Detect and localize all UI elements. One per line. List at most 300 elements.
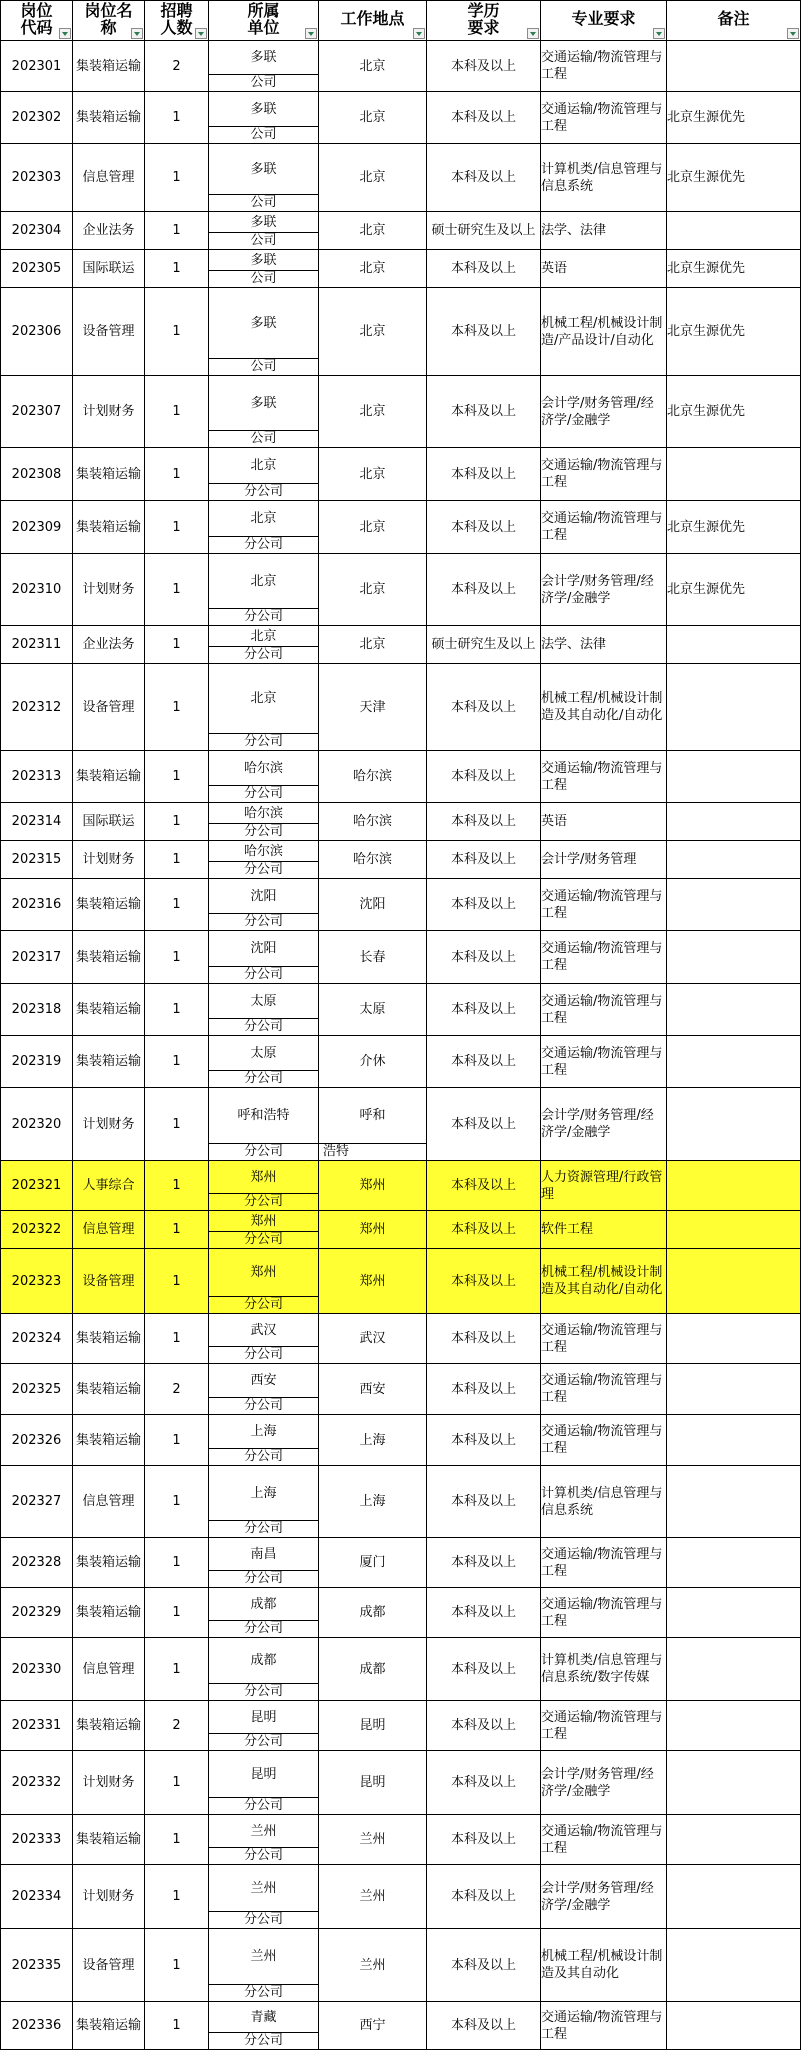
unit-name: 昆明 xyxy=(250,1709,277,1725)
education-requirement: 本科及以上 xyxy=(427,841,541,879)
remark xyxy=(667,1364,801,1415)
header-label: 备注 xyxy=(717,9,750,28)
unit-suffix: 公司 xyxy=(209,358,318,375)
unit-name: 北京 xyxy=(250,628,277,644)
unit-name: 哈尔滨 xyxy=(243,843,283,859)
unit-name: 北京 xyxy=(250,573,277,589)
unit-suffix: 分公司 xyxy=(209,1797,318,1814)
hire-count: 1 xyxy=(145,1415,209,1466)
unit-name: 多联 xyxy=(250,395,277,411)
position-code: 202308 xyxy=(1,448,73,501)
remark xyxy=(667,2002,801,2050)
unit-cell xyxy=(209,1865,319,1929)
remark xyxy=(667,751,801,803)
remark xyxy=(667,984,801,1036)
major-requirement: 英语 xyxy=(541,803,667,841)
position-code: 202323 xyxy=(1,1249,73,1314)
work-location: 成都 xyxy=(319,1588,427,1638)
table-row xyxy=(1,1751,801,1815)
location-cell xyxy=(319,1088,427,1161)
unit-cell xyxy=(209,212,319,250)
unit-cell xyxy=(209,1588,319,1638)
hire-count: 1 xyxy=(145,1588,209,1638)
unit-name: 多联 xyxy=(250,214,277,230)
filter-dropdown-icon[interactable] xyxy=(527,28,539,39)
unit-suffix: 分公司 xyxy=(209,1448,318,1465)
table-row xyxy=(1,1588,801,1638)
education-requirement: 本科及以上 xyxy=(427,1588,541,1638)
education-requirement: 硕士研究生及以上 xyxy=(427,212,541,250)
location-box xyxy=(319,1088,426,1160)
unit-cell xyxy=(209,1088,319,1161)
unit-cell xyxy=(209,554,319,626)
work-location: 上海 xyxy=(319,1466,427,1538)
hire-count: 2 xyxy=(145,41,209,92)
hire-count: 1 xyxy=(145,144,209,212)
filter-dropdown-icon[interactable] xyxy=(305,28,317,39)
table-row xyxy=(1,841,801,879)
table-row xyxy=(1,664,801,751)
position-name: 设备管理 xyxy=(73,1929,145,2002)
remark xyxy=(667,1211,801,1249)
unit-box xyxy=(209,501,318,553)
unit-box xyxy=(209,1638,318,1700)
work-location: 兰州 xyxy=(319,1865,427,1929)
table-row xyxy=(1,1036,801,1088)
education-requirement: 本科及以上 xyxy=(427,41,541,92)
work-location: 兰州 xyxy=(319,1815,427,1865)
unit-box xyxy=(209,1314,318,1363)
position-code: 202335 xyxy=(1,1929,73,2002)
table-row xyxy=(1,2002,801,2050)
unit-name: 上海 xyxy=(250,1485,277,1501)
unit-suffix: 分公司 xyxy=(209,1231,318,1248)
major-requirement: 机械工程/机械设计制造及其自动化/自动化 xyxy=(541,664,667,751)
position-code: 202309 xyxy=(1,501,73,554)
position-name: 集装箱运输 xyxy=(73,984,145,1036)
unit-name: 多联 xyxy=(250,252,277,268)
table-row xyxy=(1,626,801,664)
unit-name: 兰州 xyxy=(250,1949,277,1964)
education-requirement: 本科及以上 xyxy=(427,1751,541,1815)
remark xyxy=(667,1588,801,1638)
unit-suffix: 分公司 xyxy=(209,2032,318,2049)
major-requirement: 交通运输/物流管理与工程 xyxy=(541,92,667,144)
remark xyxy=(667,1314,801,1364)
major-requirement: 交通运输/物流管理与工程 xyxy=(541,751,667,803)
education-requirement: 本科及以上 xyxy=(427,1466,541,1538)
major-requirement: 交通运输/物流管理与工程 xyxy=(541,879,667,931)
unit-suffix: 分公司 xyxy=(209,1847,318,1864)
remark xyxy=(667,803,801,841)
education-requirement: 本科及以上 xyxy=(427,1701,541,1751)
remark xyxy=(667,1466,801,1538)
hire-count: 1 xyxy=(145,626,209,664)
filter-dropdown-icon[interactable] xyxy=(131,28,143,39)
header-label: 岗位名 xyxy=(84,0,133,20)
table-row xyxy=(1,376,801,448)
unit-name: 南昌 xyxy=(250,1546,277,1562)
remark xyxy=(667,664,801,751)
hire-count: 1 xyxy=(145,984,209,1036)
major-requirement: 机械工程/机械设计制造/产品设计/自动化 xyxy=(541,288,667,376)
unit-suffix: 分公司 xyxy=(209,483,318,500)
work-location: 哈尔滨 xyxy=(319,841,427,879)
education-requirement: 本科及以上 xyxy=(427,1364,541,1415)
filter-dropdown-icon[interactable] xyxy=(413,28,425,39)
unit-cell xyxy=(209,803,319,841)
work-location: 西宁 xyxy=(319,2002,427,2050)
remark xyxy=(667,931,801,984)
position-code: 202329 xyxy=(1,1588,73,1638)
position-name: 信息管理 xyxy=(73,1211,145,1249)
unit-name: 哈尔滨 xyxy=(243,760,283,776)
unit-box xyxy=(209,1865,318,1928)
work-location: 北京 xyxy=(319,212,427,250)
hire-count: 1 xyxy=(145,751,209,803)
work-location: 北京 xyxy=(319,288,427,376)
position-name: 信息管理 xyxy=(73,144,145,212)
position-code: 202311 xyxy=(1,626,73,664)
position-code: 202310 xyxy=(1,554,73,626)
education-requirement: 本科及以上 xyxy=(427,288,541,376)
unit-name: 郑州 xyxy=(250,1213,277,1229)
position-name: 集装箱运输 xyxy=(73,1364,145,1415)
education-requirement: 本科及以上 xyxy=(427,984,541,1036)
work-location: 北京 xyxy=(319,554,427,626)
remark xyxy=(667,1538,801,1588)
position-name: 集装箱运输 xyxy=(73,501,145,554)
position-code: 202327 xyxy=(1,1466,73,1538)
position-code: 202332 xyxy=(1,1751,73,1815)
work-location: 北京 xyxy=(319,92,427,144)
unit-name: 武汉 xyxy=(250,1322,277,1338)
header-label: 要求 xyxy=(467,17,500,37)
remark xyxy=(667,841,801,879)
education-requirement: 本科及以上 xyxy=(427,250,541,288)
table-row xyxy=(1,1929,801,2002)
unit-name: 郑州 xyxy=(250,1265,277,1280)
education-requirement: 本科及以上 xyxy=(427,1088,541,1161)
unit-box xyxy=(209,1249,318,1313)
unit-cell xyxy=(209,1701,319,1751)
hire-count: 1 xyxy=(145,1751,209,1815)
major-requirement: 会计学/财务管理/经济学/金融学 xyxy=(541,1751,667,1815)
position-name: 集装箱运输 xyxy=(73,1701,145,1751)
unit-box xyxy=(209,1088,318,1160)
unit-suffix: 分公司 xyxy=(209,913,318,930)
table-row xyxy=(1,751,801,803)
work-location: 上海 xyxy=(319,1415,427,1466)
work-location: 天津 xyxy=(319,664,427,751)
work-location: 武汉 xyxy=(319,1314,427,1364)
unit-box xyxy=(209,212,318,249)
unit-box xyxy=(209,1036,318,1087)
unit-box xyxy=(209,448,318,500)
filter-dropdown-icon[interactable] xyxy=(653,28,665,39)
position-name: 集装箱运输 xyxy=(73,1415,145,1466)
table-row xyxy=(1,250,801,288)
unit-name: 北京 xyxy=(250,458,277,473)
position-name: 集装箱运输 xyxy=(73,1815,145,1865)
unit-suffix: 分公司 xyxy=(209,1296,318,1313)
position-name: 集装箱运输 xyxy=(73,1538,145,1588)
unit-name: 郑州 xyxy=(250,1169,277,1185)
table-row xyxy=(1,1865,801,1929)
position-name: 国际联运 xyxy=(73,250,145,288)
remark xyxy=(667,1638,801,1701)
position-name: 设备管理 xyxy=(73,664,145,751)
remark xyxy=(667,1701,801,1751)
hire-count: 1 xyxy=(145,2002,209,2050)
remark xyxy=(667,1036,801,1088)
unit-name: 兰州 xyxy=(250,1823,277,1839)
unit-cell xyxy=(209,288,319,376)
position-code: 202317 xyxy=(1,931,73,984)
education-requirement: 本科及以上 xyxy=(427,376,541,448)
education-requirement: 本科及以上 xyxy=(427,879,541,931)
unit-suffix: 公司 xyxy=(209,232,318,249)
table-row xyxy=(1,288,801,376)
major-requirement: 交通运输/物流管理与工程 xyxy=(541,931,667,984)
hire-count: 1 xyxy=(145,1211,209,1249)
table-row xyxy=(1,448,801,501)
unit-box xyxy=(209,1929,318,2001)
work-location: 介休 xyxy=(319,1036,427,1088)
major-requirement: 计算机类/信息管理与信息系统 xyxy=(541,1466,667,1538)
unit-cell xyxy=(209,1249,319,1314)
unit-name: 多联 xyxy=(250,315,277,331)
unit-name: 太原 xyxy=(250,1045,277,1061)
position-code: 202325 xyxy=(1,1364,73,1415)
work-location: 北京 xyxy=(319,144,427,212)
table-row xyxy=(1,1415,801,1466)
unit-cell xyxy=(209,1815,319,1865)
location-suffix: 浩特 xyxy=(319,1143,426,1160)
unit-suffix: 公司 xyxy=(209,194,318,211)
major-requirement: 交通运输/物流管理与工程 xyxy=(541,1314,667,1364)
position-name: 计划财务 xyxy=(73,1088,145,1161)
education-requirement: 硕士研究生及以上 xyxy=(427,626,541,664)
remark xyxy=(667,448,801,501)
table-row xyxy=(1,1088,801,1161)
position-name: 国际联运 xyxy=(73,803,145,841)
education-requirement: 本科及以上 xyxy=(427,1538,541,1588)
work-location: 沈阳 xyxy=(319,879,427,931)
unit-name: 多联 xyxy=(250,161,277,177)
major-requirement: 软件工程 xyxy=(541,1211,667,1249)
position-name: 集装箱运输 xyxy=(73,2002,145,2050)
position-code: 202302 xyxy=(1,92,73,144)
table-row xyxy=(1,1211,801,1249)
unit-cell xyxy=(209,1161,319,1211)
major-requirement: 交通运输/物流管理与工程 xyxy=(541,1815,667,1865)
remark: 北京生源优先 xyxy=(667,250,801,288)
hire-count: 1 xyxy=(145,1929,209,2002)
unit-suffix: 公司 xyxy=(209,126,318,143)
position-name: 计划财务 xyxy=(73,1865,145,1929)
hire-count: 1 xyxy=(145,1036,209,1088)
header-label: 代码 xyxy=(20,17,53,37)
education-requirement: 本科及以上 xyxy=(427,1929,541,2002)
remark: 北京生源优先 xyxy=(667,144,801,212)
header-label: 岗位 xyxy=(20,0,53,20)
work-location: 北京 xyxy=(319,376,427,448)
major-requirement: 法学、法律 xyxy=(541,626,667,664)
position-name: 集装箱运输 xyxy=(73,1588,145,1638)
hire-count: 1 xyxy=(145,1815,209,1865)
unit-box xyxy=(209,1588,318,1637)
unit-cell xyxy=(209,931,319,984)
hire-count: 1 xyxy=(145,1538,209,1588)
major-requirement: 交通运输/物流管理与工程 xyxy=(541,1364,667,1415)
work-location: 北京 xyxy=(319,501,427,554)
remark xyxy=(667,1929,801,2002)
position-code: 202334 xyxy=(1,1865,73,1929)
position-name: 信息管理 xyxy=(73,1638,145,1701)
unit-box xyxy=(209,626,318,663)
unit-cell xyxy=(209,1929,319,2002)
work-location: 厦门 xyxy=(319,1538,427,1588)
table-row xyxy=(1,554,801,626)
education-requirement: 本科及以上 xyxy=(427,1211,541,1249)
remark xyxy=(667,1161,801,1211)
position-code: 202316 xyxy=(1,879,73,931)
position-name: 计划财务 xyxy=(73,1751,145,1815)
unit-name: 成都 xyxy=(250,1653,277,1668)
header-label: 称 xyxy=(100,17,117,37)
education-requirement: 本科及以上 xyxy=(427,803,541,841)
work-location: 郑州 xyxy=(319,1211,427,1249)
hire-count: 1 xyxy=(145,448,209,501)
hire-count: 1 xyxy=(145,841,209,879)
position-name: 企业法务 xyxy=(73,212,145,250)
unit-name: 青藏 xyxy=(250,2009,277,2025)
position-code: 202305 xyxy=(1,250,73,288)
unit-cell xyxy=(209,250,319,288)
education-requirement: 本科及以上 xyxy=(427,92,541,144)
unit-cell xyxy=(209,2002,319,2050)
position-code: 202328 xyxy=(1,1538,73,1588)
work-location: 西安 xyxy=(319,1364,427,1415)
work-location: 北京 xyxy=(319,448,427,501)
position-name: 人事综合 xyxy=(73,1161,145,1211)
major-requirement: 计算机类/信息管理与信息系统/数字传媒 xyxy=(541,1638,667,1701)
unit-box xyxy=(209,288,318,375)
filter-dropdown-icon[interactable] xyxy=(787,28,799,39)
header-label: 所属 xyxy=(247,0,280,20)
position-name: 企业法务 xyxy=(73,626,145,664)
major-requirement: 交通运输/物流管理与工程 xyxy=(541,501,667,554)
hire-count: 1 xyxy=(145,1161,209,1211)
unit-box xyxy=(209,879,318,930)
location-name: 呼和 xyxy=(359,1108,386,1123)
unit-suffix: 分公司 xyxy=(209,646,318,663)
hire-count: 1 xyxy=(145,1865,209,1929)
header-label: 人数 xyxy=(160,17,193,37)
position-name: 计划财务 xyxy=(73,554,145,626)
hire-count: 1 xyxy=(145,288,209,376)
table-row xyxy=(1,1815,801,1865)
major-requirement: 英语 xyxy=(541,250,667,288)
major-requirement: 交通运输/物流管理与工程 xyxy=(541,984,667,1036)
position-code: 202312 xyxy=(1,664,73,751)
unit-name: 多联 xyxy=(250,50,277,65)
unit-name: 沈阳 xyxy=(250,888,277,904)
work-location: 北京 xyxy=(319,41,427,92)
remark: 北京生源优先 xyxy=(667,376,801,448)
position-name: 集装箱运输 xyxy=(73,879,145,931)
remark xyxy=(667,1815,801,1865)
position-name: 集装箱运输 xyxy=(73,92,145,144)
major-requirement: 交通运输/物流管理与工程 xyxy=(541,448,667,501)
major-requirement: 法学、法律 xyxy=(541,212,667,250)
remark: 北京生源优先 xyxy=(667,288,801,376)
major-requirement: 交通运输/物流管理与工程 xyxy=(541,1415,667,1466)
table-row xyxy=(1,931,801,984)
header-label: 招聘 xyxy=(160,0,193,20)
filter-dropdown-icon[interactable] xyxy=(59,28,71,39)
unit-cell xyxy=(209,751,319,803)
unit-suffix: 公司 xyxy=(209,430,318,447)
major-requirement: 会计学/财务管理 xyxy=(541,841,667,879)
remark: 北京生源优先 xyxy=(667,501,801,554)
table-row xyxy=(1,1466,801,1538)
education-requirement: 本科及以上 xyxy=(427,1036,541,1088)
header-label: 工作地点 xyxy=(340,9,405,28)
unit-box xyxy=(209,841,318,878)
unit-box xyxy=(209,931,318,983)
unit-cell xyxy=(209,1751,319,1815)
position-name: 设备管理 xyxy=(73,1249,145,1314)
unit-cell xyxy=(209,1466,319,1538)
education-requirement: 本科及以上 xyxy=(427,1249,541,1314)
header-count xyxy=(145,1,209,41)
major-requirement: 交通运输/物流管理与工程 xyxy=(541,1588,667,1638)
unit-suffix: 分公司 xyxy=(209,1984,318,2001)
major-requirement: 人力资源管理/行政管理 xyxy=(541,1161,667,1211)
work-location: 哈尔滨 xyxy=(319,751,427,803)
position-code: 202315 xyxy=(1,841,73,879)
unit-suffix: 分公司 xyxy=(209,1911,318,1928)
hire-count: 1 xyxy=(145,1466,209,1538)
unit-suffix: 分公司 xyxy=(209,823,318,840)
header-label: 单位 xyxy=(247,17,280,37)
unit-cell xyxy=(209,1314,319,1364)
unit-box xyxy=(209,984,318,1035)
position-code: 202306 xyxy=(1,288,73,376)
unit-cell xyxy=(209,376,319,448)
unit-suffix: 分公司 xyxy=(209,608,318,625)
work-location: 哈尔滨 xyxy=(319,803,427,841)
unit-box xyxy=(209,1701,318,1750)
position-code: 202301 xyxy=(1,41,73,92)
work-location: 成都 xyxy=(319,1638,427,1701)
major-requirement: 交通运输/物流管理与工程 xyxy=(541,2002,667,2050)
filter-dropdown-icon[interactable] xyxy=(195,28,207,39)
unit-suffix: 公司 xyxy=(209,270,318,287)
education-requirement: 本科及以上 xyxy=(427,448,541,501)
table-row xyxy=(1,879,801,931)
header-education xyxy=(427,1,541,41)
hire-count: 1 xyxy=(145,1314,209,1364)
unit-box xyxy=(209,1415,318,1465)
position-name: 集装箱运输 xyxy=(73,1036,145,1088)
hire-count: 1 xyxy=(145,931,209,984)
table-row xyxy=(1,92,801,144)
header-row xyxy=(1,1,801,41)
unit-name: 昆明 xyxy=(250,1766,277,1782)
